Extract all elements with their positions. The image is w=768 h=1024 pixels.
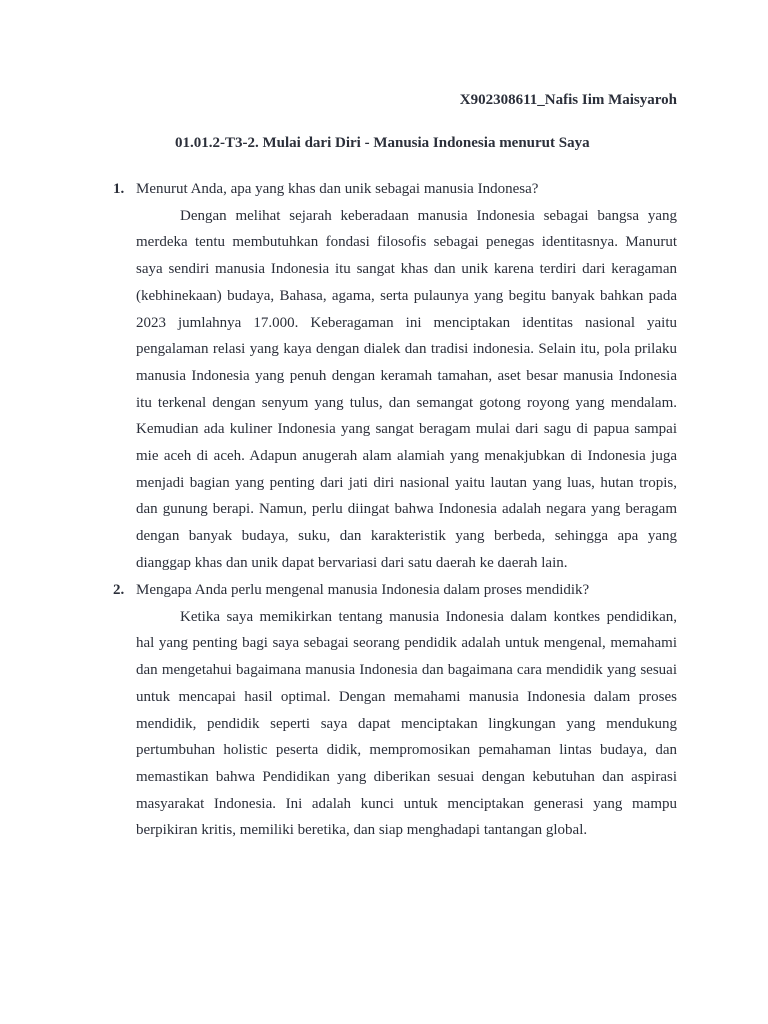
answer-paragraph: Dengan melihat sejarah keberadaan manusia Indonesia sebagai bangsa yang merdeka tentu membutuhkan fondasi filosofis sebagai penegas identitasnya. Manurut saya sendiri manusia Indonesia itu sangat khas dan unik karena terdiri dari keragaman (kebhinekaan) budaya, Bahasa, agama, serta pulaunya yang begitu banyak bahkan pada 2023 jumlahnya 17.000. Keberagaman ini menciptakan identitas nasional yaitu pengalaman relasi yang kaya dengan dialek dan tradisi indonesia. Selain itu, pola prilaku manusia Indonesia yang penuh dengan keramah tamahan, aset besar manusia Indonesia itu terkenal dengan senyum yang tulus, dan semangat gotong royong yang mendalam. Kemudian ada kuliner Indonesia yang sangat beragam mulai dari sagu di papua sampai mie aceh di aceh. Adapun anugerah alam alamiah yang menakjubkan di Indonesia juga menjadi bagian yang penting dari jati diri nasional yaitu lautan yang luas, hutan tropis, dan gunung berapi. Namun, perlu diingat bahwa Indonesia adalah negara yang beragam dengan banyak budaya, suku, dan karakteristik yang berbeda, sehingga apa yang dianggap khas dan unik dapat bervariasi dari satu daerah ke daerah lain. [136, 207, 677, 571]
question-text: Mengapa Anda perlu mengenal manusia Indonesia dalam proses mendidik? [136, 582, 590, 598]
document-title: 01.01.2-T3-2. Mulai dari Diri - Manusia Indonesia menurut Saya [175, 135, 590, 151]
question-item-2 [113, 577, 677, 859]
question-number: 1. [113, 181, 125, 197]
question-number: 2. [113, 582, 125, 598]
question-text: Menurut Anda, apa yang khas dan unik sebagai manusia Indonesa? [136, 181, 539, 197]
author-heading: X902308611_Nafis Iim Maisyaroh [459, 92, 677, 108]
answer-paragraph: Ketika saya memikirkan tentang manusia Indonesia dalam kontkes pendidikan, hal yang penting bagi saya sebagai seorang pendidik adalah untuk mengenal, memahami dan mengetahui bagaimana manusia Indonesia dan bagaimana cara mendidik yang sesuai untuk mencapai hasil optimal. Dengan memahami manusia Indonesia dalam proses mendidik, pendidik seperti saya dapat menciptakan lingkungan yang mendukung pertumbuhan holistic peserta didik, mempromosikan pemahaman lintas budaya, dan memastikan bahwa Pendidikan yang diberikan sesuai dengan kebutuhan dan aspirasi masyarakat Indonesia. Ini adalah kunci untuk menciptakan generasi yang mampu berpikiran kritis, memiliki beretika, dan siap menghadapi tantangan global. [136, 608, 677, 839]
question-item-1 [113, 176, 677, 592]
